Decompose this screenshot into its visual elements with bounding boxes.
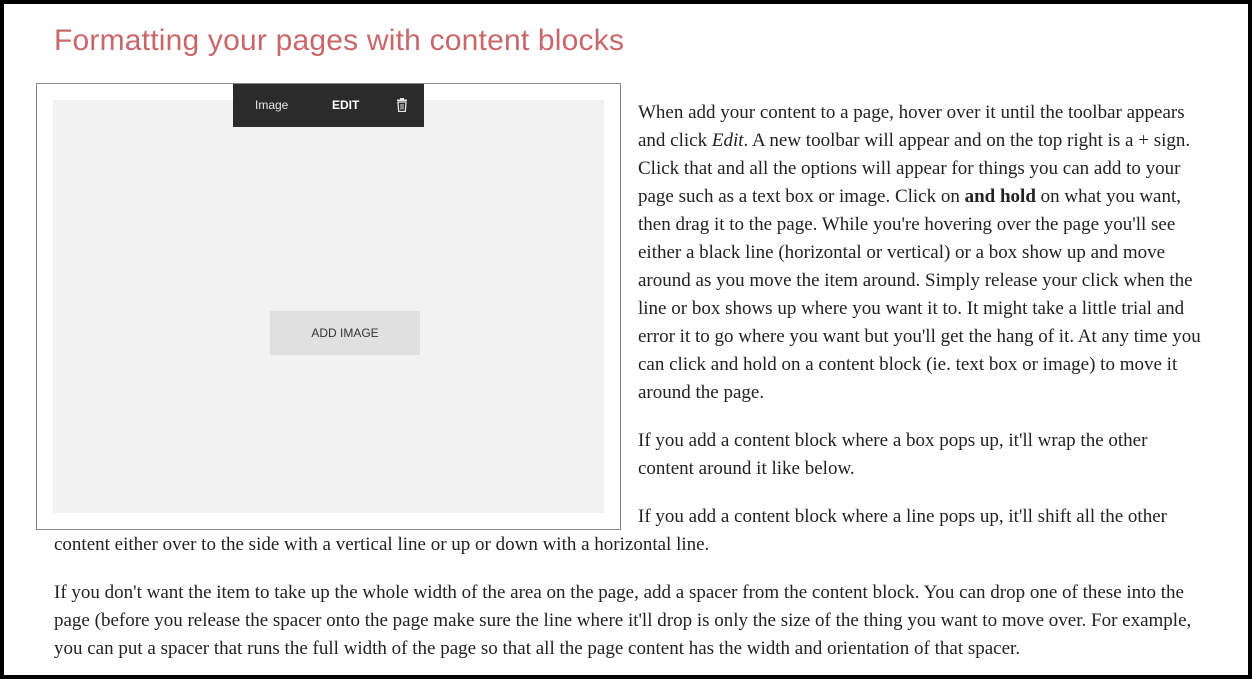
paragraph-line-shift-continued: content either over to the side with a vertical line or up or down with a horizontal line.: [54, 534, 710, 555]
trash-icon[interactable]: [396, 98, 408, 112]
image-placeholder: [53, 100, 604, 513]
paragraph-box-wrap: If you add a content block where a box pops up, it'll wrap the other content around it like below.: [638, 430, 1148, 479]
p1-edit-emphasis: Edit: [711, 130, 744, 151]
p1-text-2: . A new toolbar will appear and on the top right is a + sign. Click that and all the options will appear for things you can add to your page such as a text box or image. Click on: [638, 130, 1191, 207]
paragraph-line-shift-start: If you add a content block where a line pops up, it'll shift all the other: [638, 506, 1167, 527]
block-toolbar: [233, 84, 424, 127]
paragraph-drag-instructions: [638, 99, 1208, 407]
paragraph-spacer: If you don't want the item to take up the whole width of the area on the page, add a spacer from the content block. You can drop one of these into the page (before you release the spacer onto the page make sure the line where it'll drop is only the size of the thing you want to move over. For example, you can put a spacer that runs the full width of the page so that all the page content has the width and orientation of that spacer.: [54, 582, 1192, 659]
image-content-block[interactable]: [36, 83, 621, 530]
p1-and-hold-bold: and hold: [964, 186, 1036, 207]
page-title: Formatting your pages with content blocks: [54, 24, 625, 57]
toolbar-block-type-label: Image: [255, 98, 289, 112]
add-image-button[interactable]: ADD IMAGE: [270, 311, 420, 355]
p1-text-3: on what you want, then drag it to the page. While you're hovering over the page you'll see either a black line (horizontal or vertical) or a box show up and move around as you move the item around. Simply release your click when the line or box shows up where you want it to. It might take a little trial and error it to go where you want but you'll get the hang of it. At any time you can click and hold on a content block (ie. text box or image) to move it around the page.: [638, 186, 1201, 403]
edit-button[interactable]: EDIT: [332, 98, 360, 112]
p1-text-1: When add your content to a page, hover over it until the toolbar appears and click: [638, 102, 1185, 151]
